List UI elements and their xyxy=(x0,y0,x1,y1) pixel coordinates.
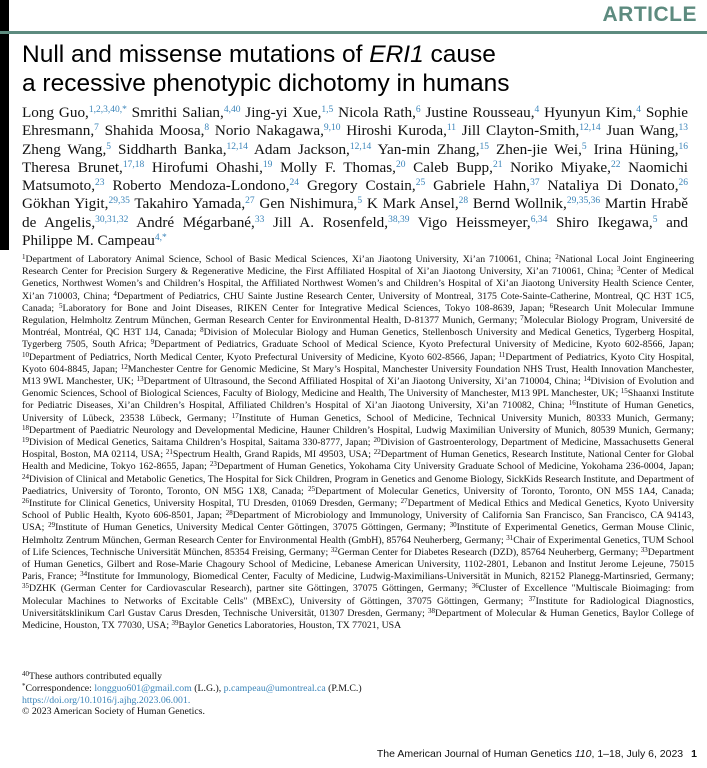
affiliation-number: 24 xyxy=(22,472,29,481)
affiliation-text: Molecular Biology Program, Université de Montréal, Montréal, QC H3T 1J4, Canada; xyxy=(22,315,694,339)
affiliation-number: 17 xyxy=(231,411,239,420)
author-name: Caleb Bupp, xyxy=(413,158,493,176)
affiliation-number: 7 xyxy=(520,314,524,323)
author-name: Smrithi Salian, xyxy=(131,104,224,121)
header-rule xyxy=(0,31,707,34)
author-affiliation-ref[interactable]: 37 xyxy=(530,178,540,189)
author-name: Naomichi Matsumoto, xyxy=(22,158,689,195)
article-notes xyxy=(22,671,694,718)
affiliation-text: Department of Human Genetics, Yokohama City University Graduate School of Medicine, Yokohama 236-0004, Japan; xyxy=(216,461,695,473)
affiliation-number: 32 xyxy=(330,545,338,554)
author-affiliation-ref[interactable]: 12,14 xyxy=(226,141,248,152)
affiliation-text: Department of Microbiology and Immunology, University of California San Francisco, San Francisco, CA 94143, USA; xyxy=(22,510,694,534)
author-affiliation-ref[interactable]: 21 xyxy=(492,159,503,170)
author-name: Noriko Miyake, xyxy=(510,158,611,176)
author-affiliation-ref[interactable]: 38,39 xyxy=(388,214,410,225)
author-name: Martin Hrabě de Angelis, xyxy=(22,195,689,231)
affiliation-text: Department of Pediatrics, North Medical Center, Kyoto Prefectural University of Medicine, Kyoto 602-8566, Japan; xyxy=(29,351,496,363)
affiliation-text: National Local Joint Engineering Research Center for Precision Surgery & Regenerative Medicine, the First Affiliated Hospital of Xi’an Jiaotong University, Xi’an 710061, China; xyxy=(22,254,694,278)
author-affiliation-ref[interactable]: 5 xyxy=(357,196,363,207)
affiliation-number: 29 xyxy=(48,521,56,530)
author-name: Shahida Moosa, xyxy=(104,122,205,140)
author-affiliation-ref[interactable]: 1,2,3,40,* xyxy=(88,105,127,115)
author-affiliation-ref[interactable]: 6 xyxy=(415,105,421,115)
author-name: Juan Wang, xyxy=(606,122,679,140)
author-affiliation-ref[interactable]: 8 xyxy=(204,123,210,134)
affiliation-number: 25 xyxy=(308,484,316,493)
author-name: Siddharth Banka, xyxy=(117,140,227,158)
affiliation-text: Department of Molecular & Human Genetics, Baylor College of Medicine, Houston, TX 77030, USA; xyxy=(22,607,694,632)
author-affiliation-ref[interactable]: 7 xyxy=(94,123,99,134)
author-name: Bernd Wollnik, xyxy=(472,195,567,213)
affiliation-text: Division of Clinical and Metabolic Genetics, The Hospital for Sick Children, Program in Genetics and Genome Biology, SickKids Research Institute, and Department of Paediatrics, University of Toronto, Toronto, ON M5G 1X8, Canada; xyxy=(22,473,694,497)
affiliation-text: Institute for Radiological Diagnostics, Universitätsklinikum Carl Gustav Carus Dresden, Technische Universität, 01307 Dresden, Germany; xyxy=(22,595,694,619)
article-type-label: ARTICLE xyxy=(602,3,697,26)
affiliation-number: 11 xyxy=(498,350,506,359)
author-name: Vigo Heissmeyer, xyxy=(417,213,531,231)
author-affiliation-ref[interactable]: 28 xyxy=(458,196,469,207)
author-affiliation-ref[interactable]: 27 xyxy=(245,196,255,207)
author-name: Norio Nakagawa, xyxy=(214,122,324,140)
affiliation-number: 8 xyxy=(200,326,204,335)
affiliation-text: Department of Pediatrics, Graduate School of Medical Science, Kyoto Prefectural University of Medicine, Kyoto 602-8566, Japan; xyxy=(154,339,695,351)
affiliation-number: 20 xyxy=(373,436,381,445)
affiliation-number: 33 xyxy=(640,545,648,554)
affiliation-number: 22 xyxy=(373,448,381,457)
affiliation-text: Chair of Experimental Genetics, TUM School of Life Sciences, Technische Universität München, 85354 Freising, Germany; xyxy=(22,534,695,558)
affiliation-text: Research Unit Molecular Immune Regulation, Helmholtz Zentrum München, German Research Center for Environmental Health, D-81377 Munich, Germany; xyxy=(22,302,695,327)
affiliation-text: Institute of Human Genetics, School of Medicine, Technical University Munich, 80333 Munich, Germany; xyxy=(238,412,694,424)
author-name: Gen Nishimura, xyxy=(259,195,358,213)
correspondence-note: *Correspondence: longguo601@gmail.com (L.G.), p.campeau@umontreal.ca (P.M.C.) xyxy=(22,681,362,694)
author-affiliation-ref[interactable]: 6,34 xyxy=(530,214,548,225)
affiliation-text: Department of Medical Ethics and Medical Genetics, Kyoto University School of Public Health, Kyoto 606-8501, Japan; xyxy=(22,498,694,522)
side-black-bar xyxy=(0,0,9,250)
author-name: Gökhan Yigit, xyxy=(22,195,109,213)
affiliation-number: 38 xyxy=(428,606,436,615)
author-name: Shiro Ikegawa, xyxy=(555,213,653,231)
author-affiliation-ref[interactable]: 23 xyxy=(95,178,105,189)
author-name: Long Guo, xyxy=(22,104,89,121)
equal-contribution-note: $^{40}$These authors contributed equally xyxy=(22,670,163,682)
affiliation-number: 26 xyxy=(22,497,29,506)
author-affiliation-ref[interactable]: 20 xyxy=(395,159,406,170)
article-title xyxy=(22,40,682,98)
author-affiliation-ref[interactable]: 12,14 xyxy=(579,123,601,134)
affiliation-text: Division of Gastroenterology, Department of Medicine, Massachusetts General Hospital, Boston, MA 02114, USA; xyxy=(22,437,694,461)
affiliation-number: 13 xyxy=(136,375,144,384)
page-footer xyxy=(377,748,697,760)
author-name: Justine Rousseau, xyxy=(425,104,535,121)
affiliation-number: 9 xyxy=(150,338,155,347)
author-affiliation-ref[interactable]: 4 xyxy=(636,105,641,115)
affiliation-text: Division of Molecular Biology and Human Genetics, Stellenbosch University and Medical Genetics, Tygerberg Hospital, Tygerberg 7505, South Africa; xyxy=(22,327,695,351)
affiliation-text: Cluster of Excellence "Multiscale Bioimaging: from Molecular Machines to Networks of Excitable Cells" (MBExC), University of Göttingen, 37075 Göttingen, Germany; xyxy=(22,583,694,607)
affiliation-number: 10 xyxy=(22,350,29,359)
author-affiliation-ref[interactable]: 15 xyxy=(479,141,490,152)
author-name: K Mark Ansel, xyxy=(366,195,459,213)
affiliation-text: Department of Laboratory Animal Science, School of Basic Medical Sciences, Xi’an Jiaotong University, Xi’an 710061, China; xyxy=(25,254,552,265)
author-name: Jill Clayton-Smith, xyxy=(461,122,580,140)
author-name: Gregory Costain, xyxy=(306,177,416,195)
author-name: Nataliya Di Donato, xyxy=(547,177,679,195)
author-name: Takahiro Yamada, xyxy=(134,195,246,213)
author-name: Gabriele Hahn, xyxy=(433,177,531,195)
author-affiliation-ref[interactable]: 1,5 xyxy=(321,105,334,115)
affiliation-text: Department of Molecular Genetics, University of Toronto, Toronto, ON M5S 1A4, Canada; xyxy=(315,485,695,497)
journal-citation: The American Journal of Human Genetics 110, 1–18, July 6, 2023 xyxy=(376,748,684,760)
doi-link[interactable]: https://doi.org/10.1016/j.ajhg.2023.06.001. xyxy=(22,694,191,706)
affiliation-text: Department of Paediatric Neurology and Developmental Medicine, Hauner Children’s Hospital, Ludwig Maximilian University of Munich, 80539 Munich, Germany; xyxy=(29,424,694,436)
affiliation-number: 34 xyxy=(80,570,88,579)
affiliation-number: 6 xyxy=(549,301,554,310)
email-link-campeau[interactable]: p.campeau@umontreal.ca xyxy=(223,682,326,694)
affiliation-text: German Center for Diabetes Research (DZD), 85764 Neuherberg, Germany; xyxy=(337,546,639,558)
affiliation-text: Department of Human Genetics, Gilbert and Rose-Marie Chagoury School of Medicine, Lebanese American University, 1102-2801, Lebanon and Institut Jerome Lejeune, 75015 Paris, France; xyxy=(22,546,695,583)
author-affiliation-ref[interactable]: 25 xyxy=(415,178,426,189)
author-affiliation-ref[interactable]: 5 xyxy=(581,141,587,152)
author-affiliation-ref[interactable]: 19 xyxy=(262,159,273,170)
author-affiliation-ref[interactable]: 11 xyxy=(446,123,457,134)
affiliation-text: Division of Evolution and Genomic Sciences, School of Biological Sciences, Faculty of Biology, Medicine and Health, The University of Manchester, M13 9PL Manchester, UK; xyxy=(22,376,695,400)
author-affiliation-ref[interactable]: 22 xyxy=(610,159,621,170)
affiliation-number: 35 xyxy=(22,582,29,591)
author-affiliation-ref[interactable]: 5 xyxy=(106,141,112,152)
affiliation-number: 16 xyxy=(568,399,576,408)
affiliation-number: 4 xyxy=(113,289,117,298)
author-affiliation-ref[interactable]: 16 xyxy=(678,141,688,152)
affiliation-number: 19 xyxy=(22,436,29,445)
affiliation-text: Department of Human Genetics, Research Institute, National Center for Global Health and Medicine, Tokyo 162-8655, Japan; xyxy=(22,449,695,473)
author-affiliation-ref[interactable]: 5 xyxy=(652,214,658,225)
copyright-note: © 2023 American Society of Human Genetics. xyxy=(22,706,205,718)
author-name: Molly F. Thomas, xyxy=(280,158,396,176)
affiliation-text: Institute of Experimental Genetics, German Mouse Clinic, Helmholtz Zentrum München, German Research Center for Environmental Health (GmbH), 85764 Neuherberg, Germany; xyxy=(22,522,695,546)
affiliation-number: 21 xyxy=(165,448,173,457)
author-name: Irina Hüning, xyxy=(593,140,679,158)
affiliation-number: 30 xyxy=(449,521,457,530)
affiliation-number: 37 xyxy=(528,594,536,603)
affiliation-text: Division of Medical Genetics, Saitama Children’s Hospital, Saitama 330-8777, Japan; xyxy=(29,437,371,449)
author-list xyxy=(22,104,688,250)
author-name: Jing-yi Xue, xyxy=(245,104,322,121)
affiliation-number: 14 xyxy=(583,375,591,384)
email-link-guo[interactable]: longguo601@gmail.com xyxy=(94,682,192,694)
author-name: Adam Jackson, xyxy=(253,140,350,158)
author-name: Roberto Mendoza-Londono, xyxy=(112,177,290,195)
affiliation-number: 18 xyxy=(22,423,29,432)
author-affiliation-ref[interactable]: 9,10 xyxy=(323,123,341,134)
affiliation-text: DZHK (German Center for Cardiovascular Research), partner site Göttingen, 37075 Göttingen, Germany; xyxy=(29,583,468,595)
title-part2: cause xyxy=(423,41,496,68)
author-affiliation-ref[interactable]: 13 xyxy=(678,123,688,134)
affiliation-number: 3 xyxy=(616,265,621,274)
affiliation-text: Laboratory for Bone and Joint Diseases, RIKEN Center for Integrative Medical Sciences, Tokyo 108-8639, Japan; xyxy=(62,302,545,314)
affiliation-text: Baylor Genetics Laboratories, Houston, TX 77021, USA xyxy=(178,620,402,632)
author-name: Hyunyun Kim, xyxy=(544,104,637,121)
affiliation-list xyxy=(22,254,694,632)
author-affiliation-ref[interactable]: 4,* xyxy=(154,233,167,244)
author-affiliation-ref[interactable]: 33 xyxy=(254,214,265,225)
author-name: Zheng Wang, xyxy=(22,140,107,158)
title-part1: Null and missense mutations of xyxy=(22,41,370,68)
page-number: 1 xyxy=(691,748,697,760)
affiliation-text: Department of Pediatrics, CHU Sainte Justine Research Center, University of Montreal, 3175 Cote-Sainte-Catherine, Montreal, QC H3T 1C5, Canada; xyxy=(22,290,695,314)
author-name: Nicola Rath, xyxy=(338,104,416,121)
author-affiliation-ref[interactable]: 24 xyxy=(289,178,300,189)
author-name: Jill A. Rosenfeld, xyxy=(272,213,389,231)
author-name: André Mégarbané, xyxy=(136,213,255,231)
affiliation-number: 27 xyxy=(400,497,408,506)
affiliation-number: 39 xyxy=(171,619,179,628)
author-affiliation-ref[interactable]: 26 xyxy=(678,178,689,189)
author-affiliation-ref[interactable]: 12,14 xyxy=(349,141,372,152)
author-name: Hirofumi Ohashi, xyxy=(151,158,263,176)
author-affiliation-ref[interactable]: 4 xyxy=(534,105,540,115)
affiliation-number: 1 xyxy=(22,253,26,261)
affiliation-text: Center of Medical Genetics, Northwest Women’s and Children’s Hospital, the Affiliated Northwest Women’s and Children’s Hospital of Xi’an Jiaotong University Health Science Center, Xi’an 710003, China; xyxy=(22,266,694,302)
affiliation-text: Institute of Human Genetics, University Medical Center Göttingen, 37075 Göttingen, Germany; xyxy=(55,522,446,534)
author-affiliation-ref[interactable]: 29,35 xyxy=(108,196,130,207)
author-affiliation-ref[interactable]: 4,40 xyxy=(223,105,241,115)
affiliation-text: Department of Pediatrics, Kyoto City Hospital, Kyoto 604-8845, Japan; xyxy=(22,351,695,375)
affiliation-number: 12 xyxy=(120,362,128,371)
title-line2: a recessive phenotypic dichotomy in humans xyxy=(22,70,510,97)
author-affiliation-ref[interactable]: 17,18 xyxy=(122,159,145,170)
affiliation-number: 31 xyxy=(506,533,514,542)
author-name: and Philippe M. Campeau xyxy=(22,213,689,250)
author-affiliation-ref[interactable]: 30,31,32 xyxy=(95,214,129,225)
affiliation-number: 23 xyxy=(209,460,217,469)
author-name: Yan-min Zhang, xyxy=(377,140,480,158)
affiliation-number: 2 xyxy=(555,253,559,261)
affiliation-text: Institute of Human Genetics, University of Lübeck, 23538 Lübeck, Germany; xyxy=(22,400,694,424)
affiliation-text: Manchester Centre for Genomic Medicine, St Mary’s Hospital, Manchester University Foundation NHS Trust, Health Innovation Manchester, M13 9WL Manchester, UK; xyxy=(22,363,694,388)
affiliation-text: Department of Ultrasound, the Second Affiliated Hospital of Xi’an Jiaotong University, Xi’an 710004, China; xyxy=(143,376,581,388)
affiliation-text: Institute for Clinical Genetics, University Hospital, TU Dresden, 01069 Dresden, Germany; xyxy=(29,498,398,510)
title-gene: ERI1 xyxy=(369,41,424,68)
author-name: Sophie Ehresmann, xyxy=(22,104,689,140)
affiliation-number: 15 xyxy=(620,387,628,396)
author-name: Zhen-jie Wei, xyxy=(495,140,582,158)
author-affiliation-ref[interactable]: 29,35,36 xyxy=(566,196,601,207)
affiliation-number: 5 xyxy=(59,301,63,310)
affiliation-number: 36 xyxy=(471,582,479,591)
affiliation-text: Spectrum Health, Grand Rapids, MI 49503, USA; xyxy=(172,449,371,461)
affiliation-number: 28 xyxy=(225,509,233,518)
affiliation-text: Institute for Immunology, Biomedical Center, Faculty of Medicine, Ludwig-Maximilians-Universität in Munich, 82152 Planegg-Martinsried, Germany; xyxy=(87,571,694,583)
author-name: Hiroshi Kuroda, xyxy=(346,122,447,140)
author-name: Theresa Brunet, xyxy=(22,158,123,176)
affiliation-text: Shaanxi Institute for Pediatric Diseases, Xi’an Children’s Hospital, Affiliated Children’s Hospital of Xi’an Jiaotong University, Xi’an 710082, China; xyxy=(22,388,694,412)
